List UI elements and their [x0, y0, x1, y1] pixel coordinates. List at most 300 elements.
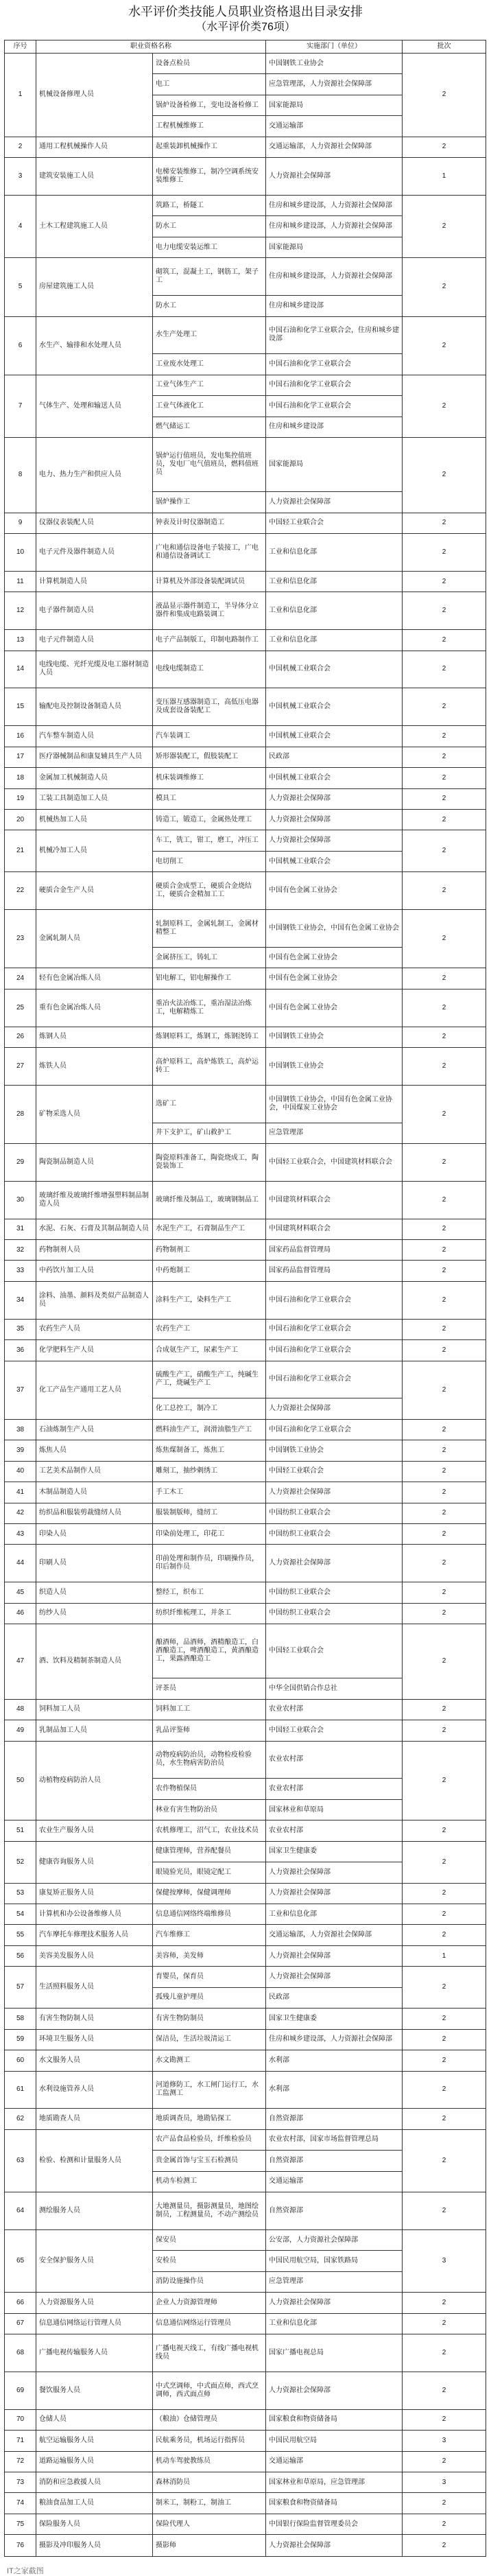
- sub-qualification: 工业气体生产工: [153, 375, 266, 395]
- sub-qualification: 筑路工，桥隧工: [153, 195, 266, 215]
- sub-qualification: 电子产品制版工，印制电路制作工: [153, 630, 266, 651]
- sub-qualification: 合成氨生产工，尿素生产工: [153, 1340, 266, 1361]
- sub-qualification: 电工: [153, 74, 266, 95]
- header-department: 实施部门（单位）: [266, 40, 403, 54]
- category-name: 印染人员: [36, 1523, 153, 1544]
- row-index: 16: [5, 726, 36, 747]
- row-index: 55: [5, 1925, 36, 1945]
- department: 国家粮食和物资储备局: [266, 2409, 403, 2430]
- batch-number: 1: [403, 158, 486, 196]
- sub-qualification: 汽车装调工: [153, 726, 266, 747]
- table-row: [5, 872, 486, 910]
- row-index: 23: [5, 910, 36, 968]
- row-index: 30: [5, 1181, 36, 1219]
- table-row: [5, 2313, 486, 2334]
- department: 中国轻工业联合会: [266, 1624, 403, 1678]
- sub-qualification: 动物疫病防治员，动物检疫检验员，水生物病害防治员: [153, 1741, 266, 1779]
- department: 国家药品监督管理局: [266, 1261, 403, 1281]
- table-header-row: [5, 40, 486, 54]
- category-name: 电子元件制造人员: [36, 630, 153, 651]
- department: 中国石油和化学工业联合会: [266, 1281, 403, 1319]
- category-name: 输配电及控制设备制造人员: [36, 688, 153, 726]
- sub-qualification: 铝电解工，铝电解操作工: [153, 968, 266, 989]
- sub-qualification: 锅炉设备检修工，变电设备检修工: [153, 95, 266, 115]
- department: 自然资源部: [266, 2192, 403, 2230]
- category-name: 化学肥料生产人员: [36, 1340, 153, 1361]
- department: 人力资源社会保障部: [266, 788, 403, 809]
- department: 中国轻工业联合会: [266, 1461, 403, 1482]
- sub-qualification: 电线电缆制造工: [153, 651, 266, 688]
- row-index: 64: [5, 2192, 36, 2230]
- department: 中国石油和化学工业联合会: [266, 1340, 403, 1361]
- sub-qualification: 变压器互感器制造工，高低压电器及成套设备装配工: [153, 688, 266, 726]
- category-name: 炼钢人员: [36, 1027, 153, 1047]
- batch-number: 2: [403, 651, 486, 688]
- table-row: [5, 1945, 486, 1966]
- department: 人力资源社会保障部: [266, 1862, 403, 1883]
- department: 水利部: [266, 2050, 403, 2071]
- category-name: 硬质合金生产人员: [36, 872, 153, 910]
- department: 住房和城乡建设部: [266, 296, 403, 316]
- department: 人力资源社会保障部: [266, 1967, 403, 1987]
- department: 中国有色金属工业协会: [266, 872, 403, 910]
- sub-qualification: 炼焦煤制备工，炼焦工: [153, 1440, 266, 1461]
- table-row: [5, 1925, 486, 1945]
- batch-number: 2: [403, 1219, 486, 1239]
- department: 农业农村部，国家市场监督管理总局: [266, 2129, 403, 2150]
- row-index: 44: [5, 1545, 36, 1582]
- department: 住房和城乡建设部，人力资源社会保障部: [266, 216, 403, 237]
- department: 农业农村部: [266, 1741, 403, 1779]
- row-index: 15: [5, 688, 36, 726]
- department: 中国机械工业联合会: [266, 651, 403, 688]
- sub-qualification: 广电和通信设备电子装接工，广电和通信设备调试工: [153, 534, 266, 572]
- batch-number: 2: [403, 1967, 486, 2009]
- sub-qualification: 地质调查员，地勘钻探工: [153, 2109, 266, 2129]
- batch-number: 3: [403, 2431, 486, 2451]
- table-body: [5, 54, 486, 2557]
- row-index: 67: [5, 2313, 36, 2334]
- table-row: [5, 1143, 486, 1181]
- department: 应急管理部: [266, 1123, 403, 1143]
- table-row: [5, 2229, 486, 2250]
- category-name: 机械冷加工人员: [36, 830, 153, 872]
- sub-qualification: 保险代理人: [153, 2514, 266, 2534]
- sub-qualification: 重冶火法冶炼工，重冶湿法冶炼工，电解精炼工: [153, 989, 266, 1027]
- table-row: [5, 54, 486, 74]
- sub-qualification: 酿酒师，品酒师，酒精酿造工，白酒酿造工，啤酒酿造工，黄酒酿造工，果露酒酿造工: [153, 1624, 266, 1678]
- table-row: [5, 1319, 486, 1339]
- department: 国家林业和草原局，应急管理部: [266, 2472, 403, 2492]
- department: 中国建筑材料联合会: [266, 1219, 403, 1239]
- department: 中国建筑材料联合会: [266, 1181, 403, 1219]
- sub-qualification: 工程机械维修工: [153, 116, 266, 137]
- table-row: [5, 726, 486, 747]
- table-row: [5, 1085, 486, 1123]
- batch-number: 2: [403, 1624, 486, 1700]
- category-name: 医疗器械制品和康复辅具生产人员: [36, 747, 153, 767]
- table-row: [5, 1027, 486, 1047]
- batch-number: 2: [403, 375, 486, 437]
- batch-number: 2: [403, 1143, 486, 1181]
- sub-qualification: 砌筑工，混凝土工，钢筋工，架子工: [153, 258, 266, 296]
- department: 工业和信息化部: [266, 592, 403, 630]
- row-index: 54: [5, 1904, 36, 1925]
- row-index: 69: [5, 2372, 36, 2409]
- row-index: 52: [5, 1841, 36, 1883]
- sub-qualification: 农作物植保员: [153, 1779, 266, 1799]
- sub-qualification: 液晶显示器件制造工，半导体分立器件和集成电路装调工: [153, 592, 266, 630]
- department: 民政部: [266, 1987, 403, 2008]
- sub-qualification: 大地测量员，摄影测量员，地图绘制员，工程测量员，不动产测绘员: [153, 2192, 266, 2230]
- sub-qualification: 安检员: [153, 2251, 266, 2271]
- batch-number: 3: [403, 2472, 486, 2492]
- batch-number: 2: [403, 1085, 486, 1143]
- department: 中国轻工业联合会: [266, 1720, 403, 1741]
- batch-number: 2: [403, 747, 486, 767]
- category-name: 房屋建筑施工人员: [36, 258, 153, 316]
- table-row: [5, 651, 486, 688]
- department: 中国石油和化学工业联合会: [266, 354, 403, 375]
- row-index: 21: [5, 830, 36, 872]
- department: 交通运输部: [266, 2171, 403, 2192]
- row-index: 14: [5, 651, 36, 688]
- row-index: 13: [5, 630, 36, 651]
- row-index: 73: [5, 2472, 36, 2492]
- row-index: 50: [5, 1741, 36, 1820]
- batch-number: 2: [403, 1925, 486, 1945]
- department: 工业和信息化部: [266, 534, 403, 572]
- table-row: [5, 688, 486, 726]
- sub-qualification: 模具工: [153, 788, 266, 809]
- category-name: 粮油食品加工人员: [36, 2493, 153, 2514]
- batch-number: 2: [403, 872, 486, 910]
- category-name: 重有色金属冶炼人员: [36, 989, 153, 1027]
- category-name: 农药生产人员: [36, 1319, 153, 1339]
- sub-qualification: 保健按摩师，保健调理师: [153, 1883, 266, 1904]
- sub-qualification: 硬质合金成型工，硬质合金烧结工，硬质合金精加工工: [153, 872, 266, 910]
- category-name: 电线电缆、光纤光缆及电工器材制造人员: [36, 651, 153, 688]
- row-index: 47: [5, 1624, 36, 1700]
- batch-number: 2: [403, 1181, 486, 1219]
- table-row: [5, 158, 486, 196]
- sub-qualification: 森林消防员: [153, 2472, 266, 2492]
- category-name: 通用工程机械操作人员: [36, 137, 153, 157]
- batch-number: 2: [403, 2451, 486, 2472]
- department: 工业和信息化部: [266, 571, 403, 592]
- category-name: 机械设备修理人员: [36, 54, 153, 137]
- sub-qualification: 井下支护工，矿山救护工: [153, 1123, 266, 1143]
- sub-qualification: 起重装卸机械操作工: [153, 137, 266, 157]
- batch-number: 2: [403, 768, 486, 788]
- department: 国家林业和草原局: [266, 1799, 403, 1820]
- department: 中国钢铁工业协会，中国有色金属工业协会: [266, 910, 403, 948]
- department: 中国钢铁工业协会，中国有色金属工业协会，中国煤炭工业协会: [266, 1085, 403, 1123]
- department: 应急管理部，人力资源社会保障部: [266, 74, 403, 95]
- table-row: [5, 1841, 486, 1862]
- category-name: 水利设施管养人员: [36, 2071, 153, 2109]
- table-row: [5, 2493, 486, 2514]
- sub-qualification: 孤残儿童护理员: [153, 1987, 266, 2008]
- sub-qualification: 锅炉操作工: [153, 492, 266, 513]
- batch-number: 2: [403, 1720, 486, 1741]
- department: 自然资源部: [266, 2109, 403, 2129]
- sub-qualification: 中药炮制工: [153, 1261, 266, 1281]
- batch-number: 2: [403, 1582, 486, 1603]
- category-name: 环境卫生服务人员: [36, 2029, 153, 2050]
- batch-number: 2: [403, 592, 486, 630]
- sub-qualification: 硫酸生产工，硝酸生产工，纯碱生产工，烧碱生产工: [153, 1361, 266, 1398]
- table-row: [5, 1419, 486, 1440]
- row-index: 60: [5, 2050, 36, 2071]
- sub-qualification: 车工，铣工，钳工，磨工，冲压工: [153, 830, 266, 851]
- department: 水利部: [266, 2071, 403, 2109]
- table-row: [5, 2451, 486, 2472]
- department: 人力资源社会保障部: [266, 1945, 403, 1966]
- batch-number: 2: [403, 2029, 486, 2050]
- department: 国家广播电视总局: [266, 2334, 403, 2372]
- batch-number: 2: [403, 630, 486, 651]
- department: 人力资源社会保障部: [266, 1482, 403, 1503]
- row-index: 25: [5, 989, 36, 1027]
- batch-number: 2: [403, 1461, 486, 1482]
- sub-qualification: 铸造工，锻造工，金属热处理工: [153, 809, 266, 830]
- row-index: 41: [5, 1482, 36, 1503]
- category-name: 地质勘查人员: [36, 2109, 153, 2129]
- row-index: 65: [5, 2229, 36, 2292]
- sub-qualification: 手工木工: [153, 1482, 266, 1503]
- sub-qualification: 计算机及外部设备装配调试员: [153, 571, 266, 592]
- category-name: 石油炼制生产人员: [36, 1419, 153, 1440]
- sub-qualification: 陶瓷原料准备工，陶瓷烧成工，陶瓷装饰工: [153, 1143, 266, 1181]
- sub-qualification: 燃气储运工: [153, 417, 266, 437]
- batch-number: 2: [403, 1523, 486, 1544]
- category-name: 美容美发服务人员: [36, 1945, 153, 1966]
- sub-qualification: 设备点检员: [153, 54, 266, 74]
- table-row: [5, 1699, 486, 1720]
- category-name: 康复矫正服务人员: [36, 1883, 153, 1904]
- batch-number: 2: [403, 2313, 486, 2334]
- sub-qualification: 农产品食品检验员，纤维检验员: [153, 2129, 266, 2150]
- sub-qualification: 评茶员: [153, 1678, 266, 1699]
- row-index: 8: [5, 438, 36, 513]
- exit-list-table: [4, 40, 486, 2557]
- table-row: [5, 2293, 486, 2313]
- sub-qualification: 汽车维修工: [153, 1925, 266, 1945]
- batch-number: 2: [403, 2514, 486, 2534]
- table-row: [5, 2071, 486, 2109]
- category-name: 织造人员: [36, 1582, 153, 1603]
- row-index: 18: [5, 768, 36, 788]
- category-name: 道路运输服务人员: [36, 2451, 153, 2472]
- department: 国家卫生健康委: [266, 2009, 403, 2029]
- row-index: 49: [5, 1720, 36, 1741]
- sub-qualification: 信息通信网络运行管理员: [153, 2313, 266, 2334]
- department: 国家能源局: [266, 438, 403, 492]
- row-index: 12: [5, 592, 36, 630]
- sub-qualification: 工业气体液化工: [153, 396, 266, 417]
- batch-number: 2: [403, 534, 486, 572]
- table-row: [5, 316, 486, 354]
- category-name: 乳制品加工人员: [36, 1720, 153, 1741]
- table-row: [5, 2514, 486, 2534]
- row-index: 37: [5, 1361, 36, 1419]
- table-row: [5, 1361, 486, 1398]
- category-name: 农业生产服务人员: [36, 1820, 153, 1841]
- category-name: 炼铁人员: [36, 1047, 153, 1085]
- batch-number: 1: [403, 1945, 486, 1966]
- table-row: [5, 2334, 486, 2372]
- row-index: 4: [5, 195, 36, 257]
- sub-qualification: 保洁员，生活垃圾清运工: [153, 2029, 266, 2050]
- batch-number: 2: [403, 2192, 486, 2230]
- category-name: 药物制剂人员: [36, 1240, 153, 1261]
- batch-number: 2: [403, 2372, 486, 2409]
- sub-qualification: 水生产处理工: [153, 316, 266, 354]
- row-index: 34: [5, 1281, 36, 1319]
- department: 公安部，人力资源社会保障部: [266, 2229, 403, 2250]
- sub-qualification: 水泥生产工，石膏制品生产工: [153, 1219, 266, 1239]
- row-index: 58: [5, 2009, 36, 2029]
- sub-qualification: 中式烹调师，中式面点师，西式烹调师，西式面点师: [153, 2372, 266, 2409]
- category-name: 化工产品生产通用工艺人员: [36, 1361, 153, 1419]
- category-name: 酒、饮料及精制茶制造人员: [36, 1624, 153, 1700]
- batch-number: 2: [403, 1482, 486, 1503]
- sub-qualification: 电切削工: [153, 851, 266, 871]
- category-name: 印刷人员: [36, 1545, 153, 1582]
- category-name: 计算机和办公设备维修人员: [36, 1904, 153, 1925]
- department: 人力资源社会保障部: [266, 492, 403, 513]
- table-row: [5, 195, 486, 215]
- sub-qualification: 燃料油生产工，润滑油脂生产工: [153, 1419, 266, 1440]
- sub-qualification: 农机修理工，沼气工，农业技术员: [153, 1820, 266, 1841]
- batch-number: 2: [403, 137, 486, 157]
- row-index: 46: [5, 1603, 36, 1624]
- department: 中国机械工业联合会: [266, 726, 403, 747]
- table-row: [5, 1624, 486, 1678]
- header-index: 序号: [5, 40, 36, 54]
- row-index: 22: [5, 872, 36, 910]
- sub-qualification: 摄影师: [153, 2535, 266, 2557]
- table-row: [5, 2535, 486, 2557]
- batch-number: 2: [403, 2334, 486, 2372]
- department: 人力资源社会保障部: [266, 2293, 403, 2313]
- sub-qualification: 雕刻工，抽纱刺绣工: [153, 1461, 266, 1482]
- batch-number: 2: [403, 2535, 486, 2557]
- department: 住房和城乡建设部，人力资源社会保障部: [266, 195, 403, 215]
- category-name: 计算机制造人员: [36, 571, 153, 592]
- category-name: 气体生产、处理和输送人员: [36, 375, 153, 437]
- header-batch: 批次: [403, 40, 486, 54]
- batch-number: 2: [403, 830, 486, 872]
- table-row: [5, 1440, 486, 1461]
- table-row: [5, 989, 486, 1027]
- table-row: [5, 788, 486, 809]
- table-row: [5, 1741, 486, 1779]
- batch-number: 2: [403, 54, 486, 137]
- category-name: 测绘服务人员: [36, 2192, 153, 2230]
- sub-qualification: 广播电视天线工，有线广播电视机线员: [153, 2334, 266, 2372]
- row-index: 9: [5, 513, 36, 533]
- category-name: 有害生物防制人员: [36, 2009, 153, 2029]
- sub-qualification: 服装制版师，缝纫工: [153, 1503, 266, 1523]
- department: 中国民用航空局: [266, 2431, 403, 2451]
- category-name: 电子元件及器件制造人员: [36, 534, 153, 572]
- row-index: 57: [5, 1967, 36, 2009]
- batch-number: 2: [403, 1261, 486, 1281]
- table-row: [5, 1219, 486, 1239]
- row-index: 72: [5, 2451, 36, 2472]
- table-row: [5, 968, 486, 989]
- batch-number: 2: [403, 195, 486, 257]
- category-name: 陶瓷制品制造人员: [36, 1143, 153, 1181]
- row-index: 63: [5, 2129, 36, 2192]
- table-row: [5, 1904, 486, 1925]
- row-index: 59: [5, 2029, 36, 2050]
- department: 国家能源局: [266, 237, 403, 257]
- row-index: 26: [5, 1027, 36, 1047]
- row-index: 17: [5, 747, 36, 767]
- row-index: 43: [5, 1523, 36, 1544]
- department: 人力资源社会保障部: [266, 830, 403, 851]
- category-name: 金属轧制人员: [36, 910, 153, 968]
- row-index: 6: [5, 316, 36, 375]
- category-name: 仓储人员: [36, 2409, 153, 2430]
- category-name: 汽车摩托车修理技术服务人员: [36, 1925, 153, 1945]
- sub-qualification: 机床装调维修工: [153, 768, 266, 788]
- table-row: [5, 1603, 486, 1624]
- row-index: 56: [5, 1945, 36, 1966]
- sub-qualification: 机动车驾驶教练员: [153, 2451, 266, 2472]
- row-index: 2: [5, 137, 36, 157]
- batch-number: 2: [403, 968, 486, 989]
- table-row: [5, 592, 486, 630]
- department: 农业农村部: [266, 1820, 403, 1841]
- sub-qualification: 矫形器装配工，假肢装配工: [153, 747, 266, 767]
- table-row: [5, 1720, 486, 1741]
- sub-qualification: 农药生产工: [153, 1319, 266, 1339]
- category-name: 安全保护服务人员: [36, 2229, 153, 2292]
- department: 人力资源社会保障部: [266, 2535, 403, 2557]
- sub-qualification: 纺织纤维梳理工，并条工: [153, 1603, 266, 1624]
- department: 人力资源社会保障部: [266, 158, 403, 196]
- batch-number: 2: [403, 910, 486, 968]
- row-index: 39: [5, 1440, 36, 1461]
- department: 人力资源社会保障部: [266, 809, 403, 830]
- department: 中国钢铁工业协会: [266, 1047, 403, 1085]
- batch-number: 2: [403, 1603, 486, 1624]
- batch-number: 2: [403, 1047, 486, 1085]
- table-row: [5, 571, 486, 592]
- category-name: 检验、检测和计量服务人员: [36, 2129, 153, 2192]
- department: 应急管理部: [266, 2271, 403, 2292]
- batch-number: 2: [403, 726, 486, 747]
- table-row: [5, 1047, 486, 1085]
- department: 中国纺织工业联合会: [266, 1523, 403, 1544]
- department: 国家卫生健康委: [266, 1841, 403, 1862]
- batch-number: 2: [403, 1361, 486, 1419]
- table-row: [5, 534, 486, 572]
- category-name: 机械热加工人员: [36, 809, 153, 830]
- department: 中国轻工业联合会，中国建筑材料联合会: [266, 1143, 403, 1181]
- category-name: 玻璃纤维及玻璃纤维增强塑料制品制造人员: [36, 1181, 153, 1219]
- sub-qualification: 印前处理和制作员，印刷操作员，印后制作员: [153, 1545, 266, 1582]
- sub-qualification: 电力电缆安装运维工: [153, 237, 266, 257]
- sub-qualification: 信息通信网络终端维修员: [153, 1904, 266, 1925]
- sub-qualification: 美容师，美发师: [153, 1945, 266, 1966]
- batch-number: 2: [403, 688, 486, 726]
- row-index: 75: [5, 2514, 36, 2534]
